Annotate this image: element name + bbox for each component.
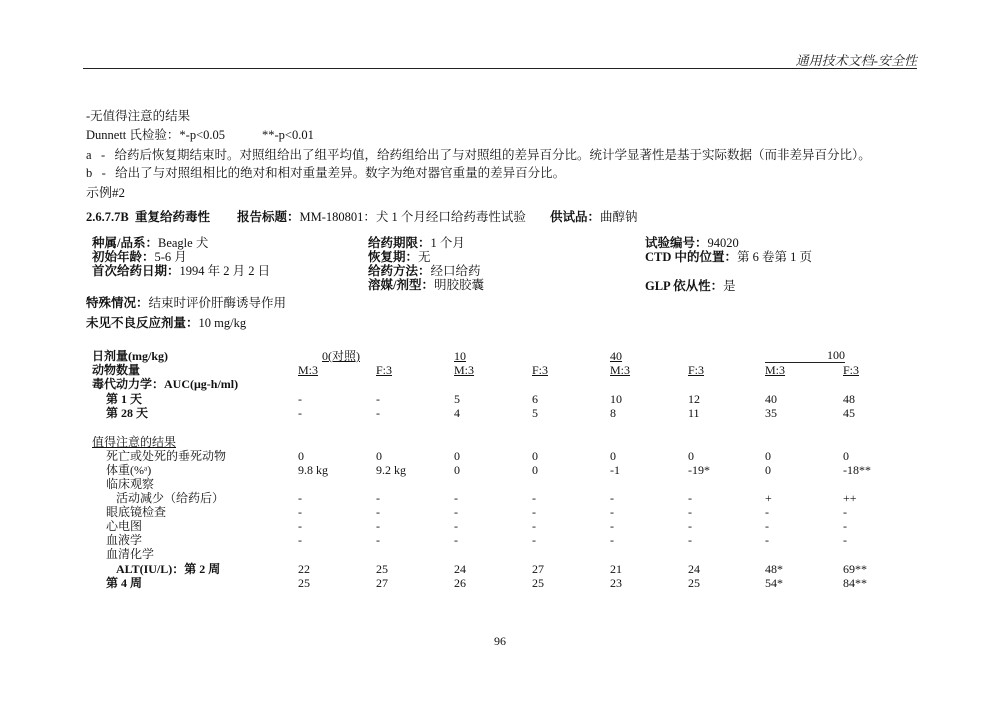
cell: 22 (298, 562, 310, 576)
noael (86, 315, 246, 331)
test-article (550, 209, 638, 225)
dose-10: 10 (454, 349, 466, 363)
cell: 0 (454, 449, 460, 463)
cell: 25 (376, 562, 388, 576)
cell: 0 (610, 449, 616, 463)
first-dose-label: 首次给药日期： (92, 264, 180, 278)
cell: 69** (843, 562, 867, 576)
cell: - (298, 392, 302, 406)
cell: - (532, 519, 536, 533)
table-row (0, 449, 1000, 463)
animals-cell: M:3 (610, 363, 631, 377)
recovery-value: 无 (418, 250, 431, 264)
cell: - (765, 519, 769, 533)
cell: 40 (765, 392, 777, 406)
cell: 0 (765, 463, 771, 477)
table-row (0, 505, 1000, 519)
cell: - (688, 491, 692, 505)
vehicle-value: 明胶胶囊 (433, 278, 484, 292)
study-no-value: 94020 (707, 236, 739, 250)
cell: - (298, 505, 302, 519)
cell: - (532, 533, 536, 547)
cell: - (376, 392, 380, 406)
cell: 9.2 kg (376, 463, 406, 477)
cell: - (376, 519, 380, 533)
cell: ++ (843, 491, 857, 505)
study-no-label: 试验编号： (645, 236, 708, 250)
notable-label: 值得注意的结果 (92, 435, 177, 449)
cell: 5 (532, 406, 538, 420)
note-b-text: 给出了与对照组相比的绝对和相对重量差异。数字为绝对器官重量的差异百分比。 (115, 166, 566, 180)
no-notable-note: -无值得注意的结果 (86, 109, 191, 123)
cell: 25 (688, 576, 700, 590)
dunnett-line (86, 127, 225, 143)
row-label: 死亡或处死的垂死动物 (106, 449, 227, 463)
note-a-key: a (86, 148, 92, 162)
section-name: 重复给药毒性 (134, 210, 210, 224)
cell: -18** (843, 463, 871, 477)
cell: 24 (688, 562, 700, 576)
cell: 25 (298, 576, 310, 590)
method-value: 经口给药 (430, 264, 481, 278)
cell: 0 (765, 449, 771, 463)
row-label: 心电图 (106, 519, 143, 533)
cell: - (454, 491, 458, 505)
special-value: 结束时评价肝酶诱导作用 (148, 296, 287, 310)
cell: -19* (688, 463, 710, 477)
cell: 10 (610, 392, 622, 406)
cell: - (688, 505, 692, 519)
row-label: 体重(%ᵃ) (106, 463, 152, 477)
cell: 0 (532, 449, 538, 463)
vehicle-label: 溶媒/剂型： (368, 278, 434, 292)
cell: 84** (843, 576, 867, 590)
cell: - (843, 505, 847, 519)
ctd-value: 第 6 卷第 1 页 (737, 250, 813, 264)
report-title-label: 报告标题： (237, 210, 300, 224)
cell: 21 (610, 562, 622, 576)
cell: 6 (532, 392, 538, 406)
p05-note: *-p<0.05 (179, 128, 225, 142)
glp-value: 是 (723, 279, 736, 293)
table-row (0, 576, 1000, 590)
recovery-label: 恢复期： (368, 250, 419, 264)
cell: 54* (765, 576, 783, 590)
dose-0: 0(对照) (322, 349, 360, 363)
p01-note: **-p<0.01 (262, 128, 314, 142)
cell: - (843, 533, 847, 547)
cell: 23 (610, 576, 622, 590)
cell: 0 (532, 463, 538, 477)
table-row (0, 463, 1000, 477)
row-label: 第 1 天 (106, 392, 143, 406)
row-label: 血清化学 (106, 547, 155, 561)
cell: - (765, 533, 769, 547)
cell: + (765, 491, 772, 505)
cell: 5 (454, 392, 460, 406)
glp-compliance (645, 278, 736, 294)
cell: 35 (765, 406, 777, 420)
note-a (86, 147, 871, 163)
section-title-line (86, 209, 210, 225)
cell: 0 (376, 449, 382, 463)
note-b (86, 165, 565, 181)
animals-label: 动物数量 (92, 363, 141, 377)
cell: 27 (376, 576, 388, 590)
cell: - (532, 491, 536, 505)
animals-cell: F:3 (843, 363, 860, 377)
notable-header-row (0, 435, 1000, 449)
study-info-left (92, 236, 270, 278)
cell: 4 (454, 406, 460, 420)
row-label: 眼底镜检查 (106, 505, 167, 519)
note-a-text: 给药后恢复期结束时。对照组给出了组平均值，给药组给出了与对照组的差异百分比。统计学显著性是基于实际数据（而非差异百分比）。 (114, 148, 871, 162)
cell: -1 (610, 463, 620, 477)
cell: - (376, 505, 380, 519)
animals-cell: M:3 (765, 363, 786, 377)
study-info-right (645, 236, 812, 264)
cell: 26 (454, 576, 466, 590)
ctd-label: CTD 中的位置： (645, 250, 738, 264)
header-rule (83, 68, 917, 69)
cell: 45 (843, 406, 855, 420)
note-a-dash: - (100, 148, 106, 162)
cell: 0 (298, 449, 304, 463)
dose-row (0, 349, 1000, 363)
note-b-dash: - (101, 166, 106, 180)
tk-header-row (0, 377, 1000, 391)
cell: 0 (688, 449, 694, 463)
cell: - (765, 505, 769, 519)
table-row (0, 477, 1000, 491)
tk-label: 毒代动力学：AUC(μg-h/ml) (92, 377, 239, 391)
table-row (0, 562, 1000, 576)
cell: - (610, 491, 614, 505)
age-value: 5-6 月 (154, 250, 187, 264)
page-number: 96 (494, 634, 506, 648)
cell: - (298, 533, 302, 547)
cell: - (688, 533, 692, 547)
table-row (0, 519, 1000, 533)
cell: 8 (610, 406, 616, 420)
species-value: Beagle 犬 (157, 236, 209, 250)
row-label: 第 4 周 (106, 576, 143, 590)
cell: 11 (688, 406, 700, 420)
cell: 0 (454, 463, 460, 477)
cell: - (298, 406, 302, 420)
cell: - (843, 519, 847, 533)
glp-label: GLP 依从性： (645, 279, 724, 293)
animals-cell: M:3 (454, 363, 475, 377)
cell: 0 (843, 449, 849, 463)
duration-label: 给药期限： (368, 236, 431, 250)
cell: - (454, 519, 458, 533)
animals-cell: M:3 (298, 363, 319, 377)
cell: 27 (532, 562, 544, 576)
cell: - (610, 533, 614, 547)
table-row (0, 392, 1000, 406)
cell: - (688, 519, 692, 533)
first-dose-value: 1994 年 2 月 2 日 (179, 264, 271, 278)
cell: 9.8 kg (298, 463, 328, 477)
method-label: 给药方法： (368, 264, 431, 278)
table-row (0, 547, 1000, 561)
cell: - (298, 519, 302, 533)
dose-100: 100 (765, 349, 845, 363)
row-label: ALT(IU/L)：第 2 周 (116, 562, 221, 576)
special-features (86, 295, 286, 311)
animals-cell: F:3 (532, 363, 549, 377)
cell: 25 (532, 576, 544, 590)
study-info-middle (368, 236, 484, 292)
noael-label: 未见不良反应剂量： (86, 316, 199, 330)
animals-cell: F:3 (688, 363, 705, 377)
cell: 48* (765, 562, 783, 576)
row-label: 活动减少（给药后） (116, 491, 225, 505)
cell: 12 (688, 392, 700, 406)
example-label: 示例#2 (86, 185, 126, 200)
cell: - (454, 505, 458, 519)
cell: - (376, 533, 380, 547)
cell: - (610, 505, 614, 519)
document-header-title: 通用技术文档-安全性 (795, 53, 917, 68)
age-label: 初始年龄： (92, 250, 155, 264)
animals-cell: F:3 (376, 363, 393, 377)
note-b-key: b (86, 166, 93, 180)
cell: 48 (843, 392, 855, 406)
duration-value: 1 个月 (430, 236, 465, 250)
cell: - (532, 505, 536, 519)
row-label: 血液学 (106, 533, 143, 547)
special-label: 特殊情况： (86, 296, 149, 310)
noael-value: 10 mg/kg (198, 316, 247, 330)
dose-label: 日剂量(mg/kg) (92, 349, 168, 363)
table-row (0, 406, 1000, 420)
row-label: 第 28 天 (106, 406, 149, 420)
table-row (0, 491, 1000, 505)
section-number: 2.6.7.7B (86, 210, 129, 224)
test-article-label: 供试品： (550, 210, 601, 224)
cell: - (376, 406, 380, 420)
report-title (237, 209, 526, 225)
test-article-value: 曲醇钠 (600, 210, 638, 224)
species-label: 种属/品系： (92, 236, 158, 250)
dose-40: 40 (610, 349, 622, 363)
cell: - (376, 491, 380, 505)
dunnett-label: Dunnett 氏检验： (86, 128, 180, 142)
cell: - (610, 519, 614, 533)
row-label: 临床观察 (106, 477, 155, 491)
report-title-value: MM-180801：犬 1 个月经口给药毒性试验 (299, 210, 526, 224)
cell: - (298, 491, 302, 505)
cell: - (454, 533, 458, 547)
cell: 24 (454, 562, 466, 576)
animals-row (0, 363, 1000, 377)
table-row (0, 533, 1000, 547)
